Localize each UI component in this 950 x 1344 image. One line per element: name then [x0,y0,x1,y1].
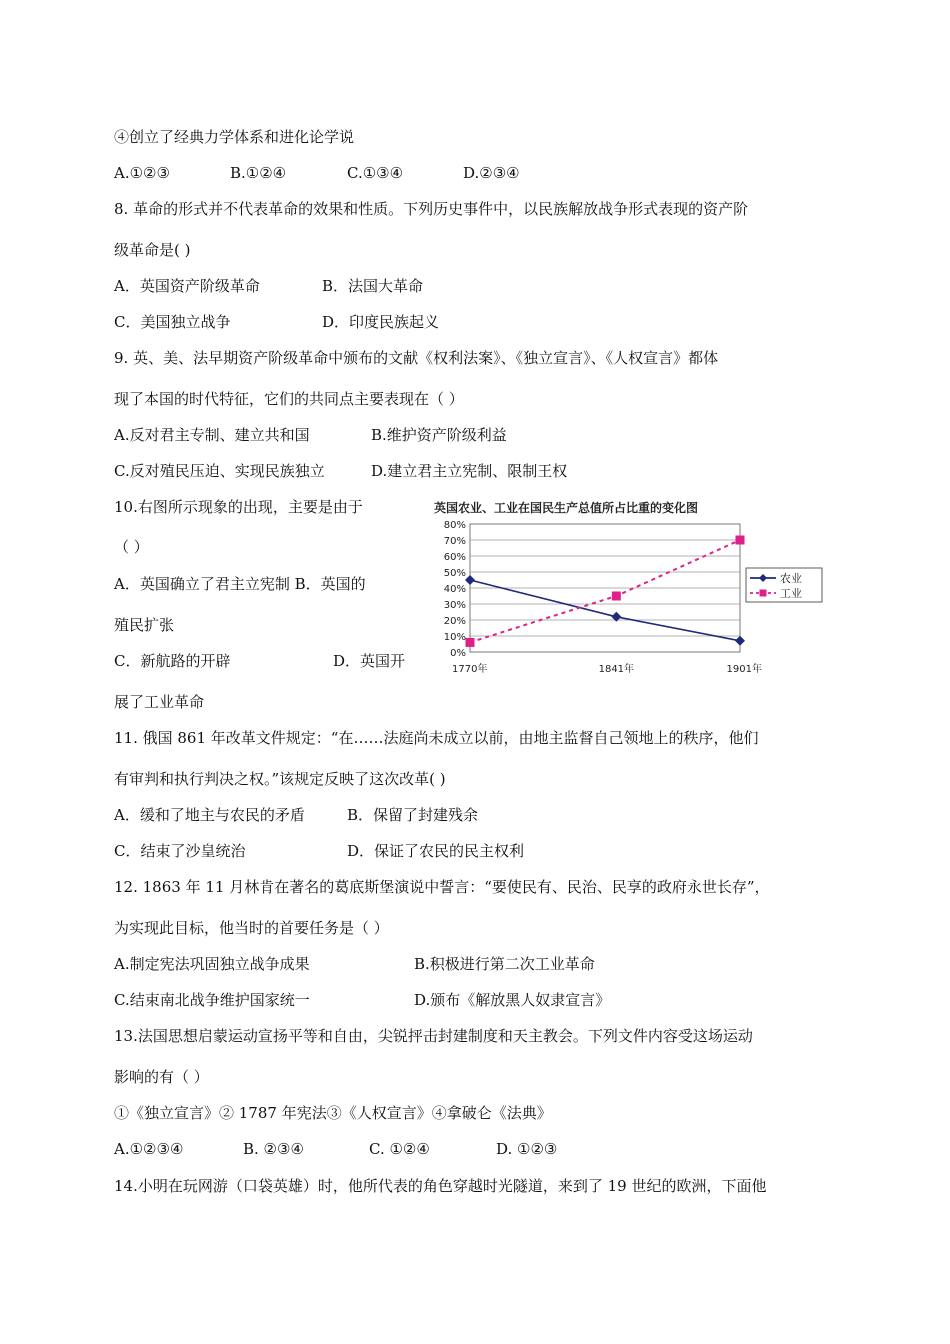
data-point-square [466,638,475,647]
q10-option-d: D．英国开 [333,652,406,670]
q11-stem-line2: 有审判和执行判决之权。”该规定反映了这次改革( ) [114,770,446,788]
x-tick-label: 1770年 [452,664,488,675]
y-tick-label: 10% [443,632,466,643]
series-line-1 [470,540,740,642]
q13-stem-line1: 13.法国思想启蒙运动宣扬平等和自由，尖锐抨击封建制度和天主教会。下列文件内容受这场运动 [114,1027,753,1045]
q9-option-b: B.维护资产阶级利益 [371,426,507,444]
q7-option-c: C.①③④ [347,164,404,182]
q11-option-a: A．缓和了地主与农民的矛盾 [114,806,305,824]
y-tick-label: 40% [443,584,466,595]
q8-option-a: A．英国资产阶级革命 [114,277,260,295]
q12-option-c: C.结束南北战争维护国家统一 [114,991,310,1009]
x-tick-label: 1841年 [598,664,635,675]
q13-option-c: C. ①②④ [369,1140,430,1158]
y-tick-label: 30% [443,600,466,611]
q8-option-c: C．美国独立战争 [114,313,231,331]
chart-legend [746,568,822,602]
q8-option-b: B．法国大革命 [322,277,424,295]
x-axis-labels [452,662,762,675]
chart-title: 英国农业、工业在国民生产总值所占比重的变化图 [434,501,699,515]
data-point-diamond [735,636,745,646]
q8-option-d: D．印度民族起义 [322,313,440,331]
q12-option-d: D.颁布《解放黑人奴隶宣言》 [414,991,611,1009]
data-point-square [612,592,621,601]
q13-option-b: B. ②③④ [243,1140,304,1158]
series-line-0 [470,580,740,641]
q8-stem-line2: 级革命是( ) [114,241,191,259]
y-tick-label: 20% [443,616,466,627]
q10-option-c: C．新航路的开辟 [114,652,231,670]
chart-series [465,536,745,647]
q13-option-d: D. ①②③ [496,1140,558,1158]
q9-stem-line1: 9. 英、美、法早期资产阶级革命中颁布的文献《权利法案》、《独立宣言》、《人权宣言》都体 [114,349,719,367]
y-tick-label: 70% [443,536,466,547]
q14-stem-line1: 14.小明在玩网游（口袋英雄）时，他所代表的角色穿越时光隧道，来到了 19 世纪的欧洲，下面他 [114,1177,767,1195]
q9-option-d: D.建立君主立宪制、限制王权 [371,462,568,480]
q7-option-d: D.②③④ [463,164,520,182]
q7-option-a: A.①②③ [114,164,170,182]
line-chart [428,496,802,686]
q7-option-b: B.①②④ [230,164,287,182]
x-tick-label: 1901年 [726,664,762,675]
q11-stem-line1: 11. 俄国 861 年改革文件规定：“在……法庭尚未成立以前，由地主监督自己领地上的秩序，他们 [114,729,759,747]
q9-option-a: A.反对君主专制、建立共和国 [114,426,310,444]
q9-option-c: C.反对殖民压迫、实现民族独立 [114,462,325,480]
legend-label: 农业 [780,572,802,585]
q10-stem-line2: （ ） [114,538,149,556]
q13-option-a: A.①②③④ [114,1140,184,1158]
q10-option-line2: 殖民扩张 [114,616,175,634]
q12-stem-line1: 12. 1863 年 11 月林肯在著名的葛底斯堡演说中誓言：“要使民有、民治、民享的政府永世长存”， [114,878,770,896]
q12-option-a: A.制定宪法巩固独立战争成果 [114,955,310,973]
y-tick-label: 80% [443,520,466,531]
y-tick-label: 60% [443,552,466,563]
q11-option-b: B．保留了封建残余 [347,806,479,824]
q12-option-b: B.积极进行第二次工业革命 [414,955,595,973]
y-tick-label: 50% [443,568,466,579]
q12-stem-line2: 为实现此目标，他当时的首要任务是（ ） [114,919,389,937]
legend-marker [760,590,767,597]
y-tick-label: 0% [450,648,466,659]
q10-option-line1: A．英国确立了君主立宪制 B．英国的 [114,575,366,593]
data-point-diamond [465,575,475,585]
q13-items: ①《独立宣言》② 1787 年宪法③《人权宣言》④拿破仑《法典》 [114,1104,552,1122]
q7-item4: ④创立了经典力学体系和进化论学说 [114,128,355,146]
q13-stem-line2: 影响的有（ ） [114,1068,209,1086]
q9-stem-line2: 现了本国的时代特征，它们的共同点主要表现在（ ） [114,390,464,408]
data-point-square [736,536,745,545]
q10-stem-line1: 10.右图所示现象的出现，主要是由于 [114,498,363,516]
q11-option-d: D．保证了农民的民主权利 [347,842,525,860]
y-axis-labels [444,520,466,659]
legend-label: 工业 [780,587,802,600]
q10-option-line4: 展了工业革命 [114,693,205,711]
q11-option-c: C．结束了沙皇统治 [114,842,246,860]
q8-stem-line1: 8. 革命的形式并不代表革命的效果和性质。下列历史事件中，以民族解放战争形式表现的资产阶 [114,200,749,218]
